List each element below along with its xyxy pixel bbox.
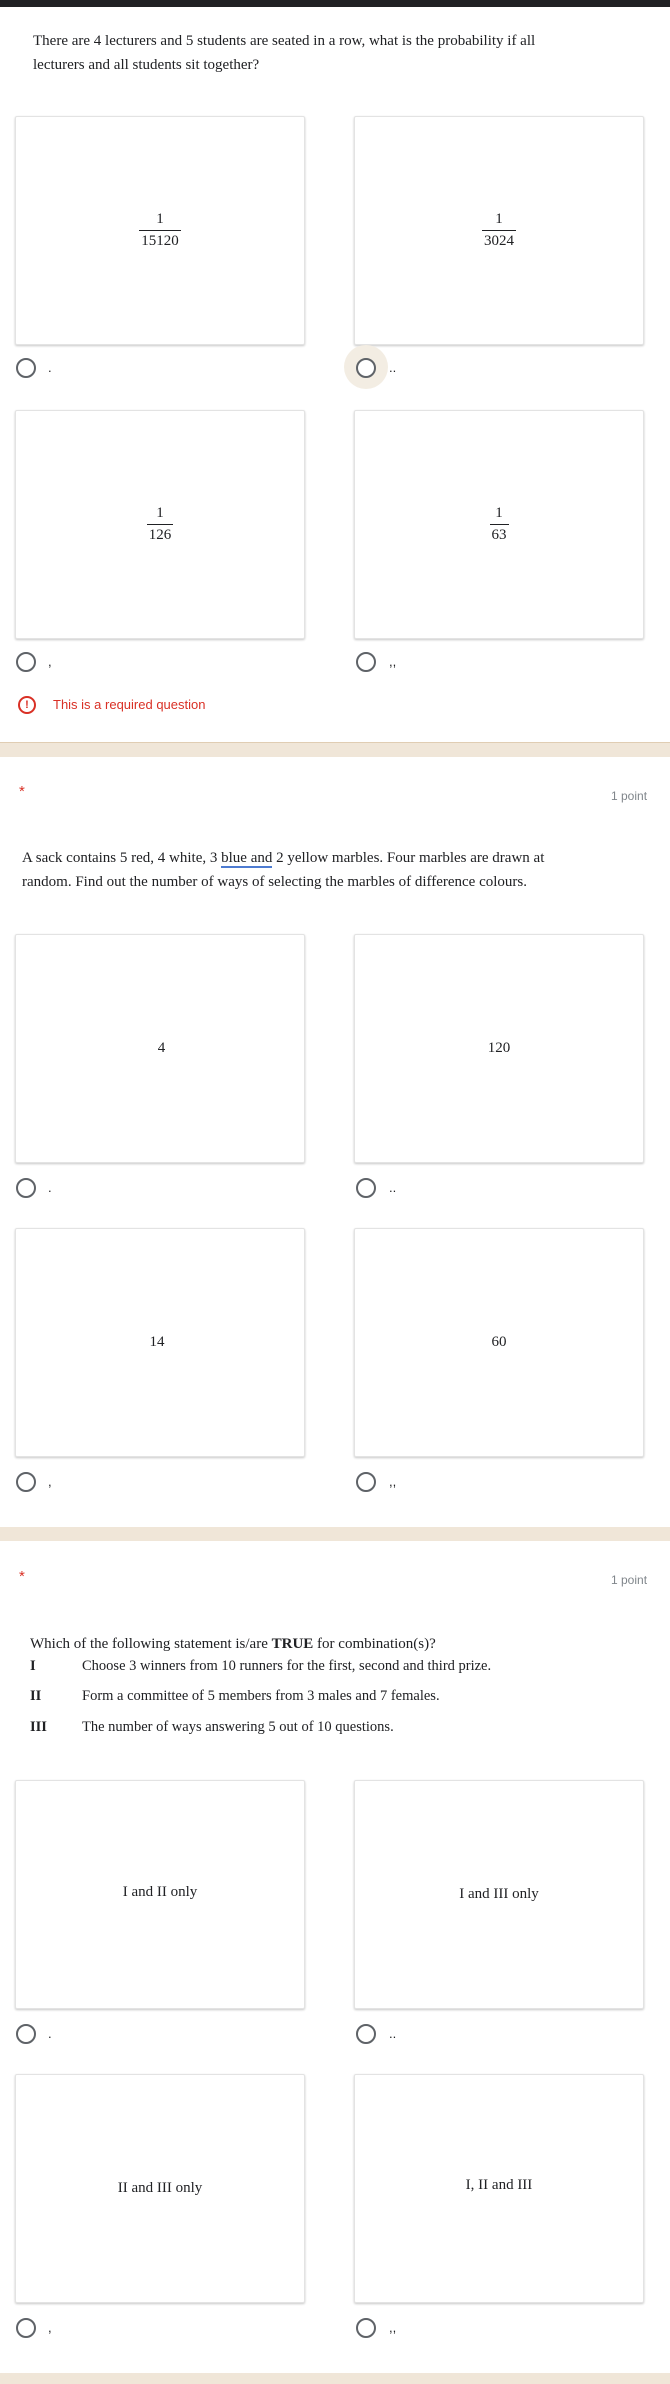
radio-label-b: .. [389, 1180, 397, 1195]
option-card-d[interactable] [354, 2074, 644, 2303]
question-3-text-part: for combination(s)? [313, 1636, 436, 1652]
question-2-text-part: 2 yellow marbles. Four marbles are drawn at [272, 850, 545, 866]
spellcheck-underline-text[interactable]: blue and [221, 850, 273, 866]
question-2-line1 [22, 846, 662, 870]
section-divider [0, 743, 670, 757]
fraction-numerator: 1 [156, 211, 164, 227]
section-divider [0, 2373, 670, 2384]
radio-label-b: .. [389, 360, 397, 375]
radio-label-b: .. [389, 2026, 397, 2041]
radio-option-a[interactable] [16, 358, 36, 378]
radio-label-c: , [48, 654, 52, 669]
radio-option-b[interactable] [356, 1178, 376, 1198]
statement-text: Form a committee of 5 members from 3 males and 7 females. [82, 1688, 440, 1704]
option-card-d[interactable] [354, 410, 644, 639]
radio-label-a: . [48, 1180, 52, 1195]
fraction-numerator: 1 [156, 505, 164, 521]
question-2-line2: random. Find out the number of ways of selecting the marbles of difference colours. [22, 874, 527, 890]
radio-option-d[interactable] [356, 2318, 376, 2338]
option-card-c[interactable] [15, 2074, 305, 2303]
question-1-text [33, 29, 643, 77]
points-label: 1 point [611, 1573, 648, 1587]
question-2-text-part: A sack contains 5 red, 4 white, 3 [22, 850, 222, 866]
option-text-b: I and III only [459, 1886, 539, 1902]
statement-1 [30, 1656, 650, 1676]
required-star: * [19, 783, 25, 800]
radio-label-c: , [48, 1474, 52, 1489]
radio-label-a: . [48, 2026, 52, 2041]
question-1-line1: There are 4 lecturers and 5 students are seated in a row, what is the probability if all [33, 33, 536, 49]
option-text-c: II and III only [117, 2180, 203, 2196]
option-card-a[interactable] [15, 1780, 305, 2009]
option-card-c[interactable] [15, 1228, 305, 1457]
statement-text: Choose 3 winners from 10 runners for the first, second and third prize. [82, 1658, 492, 1674]
error-icon: ! [18, 696, 36, 714]
radio-label-c: , [48, 2320, 52, 2335]
option-card-c[interactable] [15, 410, 305, 639]
option-text-b: 120 [487, 1040, 511, 1056]
radio-option-a[interactable] [16, 1178, 36, 1198]
section-divider [0, 1527, 670, 1541]
question-3-bold-text: TRUE [271, 1636, 314, 1652]
fraction-b [482, 210, 516, 251]
radio-option-c[interactable] [16, 2318, 36, 2338]
option-card-a[interactable] [15, 934, 305, 1163]
option-text-a: 4 [157, 1040, 166, 1056]
option-text-c: 14 [149, 1334, 165, 1350]
option-card-b[interactable] [354, 1780, 644, 2009]
question-1-line2: lecturers and all students sit together? [33, 57, 260, 73]
option-card-b[interactable] [354, 116, 644, 345]
fraction-denominator: 63 [490, 524, 509, 545]
question-2-text [22, 846, 662, 894]
option-text-d: I, II and III [465, 2177, 533, 2193]
statement-numeral: II [30, 1688, 42, 1704]
statement-numeral: III [30, 1719, 47, 1735]
question-3-text [30, 1632, 650, 1656]
radio-label-a: . [48, 360, 52, 375]
radio-option-d[interactable] [356, 1472, 376, 1492]
option-text-a: I and II only [122, 1884, 198, 1900]
top-bar [0, 0, 670, 7]
fraction-denominator: 126 [147, 524, 174, 545]
option-text-d: 60 [491, 1334, 507, 1350]
statement-text: The number of ways answering 5 out of 10 questions. [82, 1719, 394, 1735]
fraction-denominator: 3024 [482, 230, 516, 251]
option-card-a[interactable] [15, 116, 305, 345]
required-star: * [19, 1568, 25, 1585]
radio-label-d: ,, [389, 2320, 397, 2335]
fraction-c [147, 504, 174, 545]
statement-3 [30, 1717, 650, 1737]
statement-numeral: I [30, 1658, 36, 1674]
radio-option-b[interactable] [356, 2024, 376, 2044]
fraction-numerator: 1 [495, 211, 503, 227]
fraction-numerator: 1 [495, 505, 503, 521]
required-message: This is a required question [53, 697, 206, 712]
radio-label-d: ,, [389, 654, 397, 669]
statement-2 [30, 1686, 650, 1706]
radio-option-c[interactable] [16, 652, 36, 672]
points-label: 1 point [611, 789, 648, 803]
radio-option-a[interactable] [16, 2024, 36, 2044]
question-3-text-part: Which of the following statement is/are [30, 1636, 272, 1652]
fraction-a [139, 210, 181, 251]
radio-label-d: ,, [389, 1474, 397, 1489]
fraction-d [490, 504, 509, 545]
option-card-d[interactable] [354, 1228, 644, 1457]
radio-option-b[interactable] [356, 358, 376, 378]
option-card-b[interactable] [354, 934, 644, 1163]
fraction-denominator: 15120 [139, 230, 181, 251]
radio-option-c[interactable] [16, 1472, 36, 1492]
radio-option-d[interactable] [356, 652, 376, 672]
